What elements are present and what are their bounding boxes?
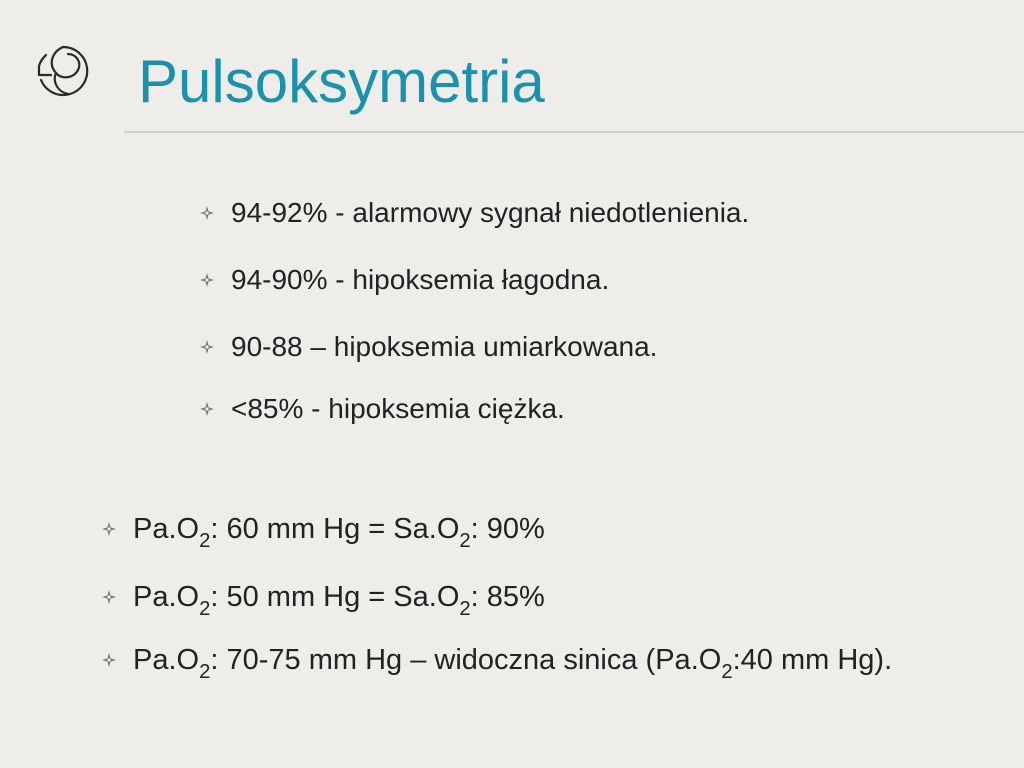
four-petal-flower-icon (99, 577, 119, 617)
bullet-item (231, 260, 609, 300)
bullet-item (231, 193, 749, 233)
four-petal-flower-icon (197, 193, 217, 233)
bullet-item (133, 577, 545, 620)
bullet-item (133, 640, 892, 683)
bullet-item (231, 389, 565, 429)
four-petal-flower-icon (197, 260, 217, 300)
bullet-text: 94-92% - alarmowy sygnał niedotlenienia. (231, 197, 750, 228)
bullet-text: 90-88 – hipoksemia umiarkowana. (231, 331, 658, 362)
bullet-text: 94-90% - hipoksemia łagodna. (231, 264, 610, 295)
four-petal-flower-icon (197, 389, 217, 429)
bullet-text: $Pa.O_2$: 70-75 mm Hg – widoczna sinica ($Pa.O_2:40$ mm Hg). (133, 644, 893, 684)
four-petal-flower-icon (99, 509, 119, 549)
bullet-item (231, 327, 657, 367)
bullet-item (133, 509, 545, 552)
title-divider (124, 131, 1024, 133)
four-petal-flower-icon (197, 327, 217, 367)
four-petal-flower-icon (99, 640, 119, 680)
swirl-logo-icon (34, 42, 92, 100)
bullet-text: $Pa.O_2$: 60 mm $Hg = Sa.O_2$: 90% (133, 513, 545, 553)
bullet-text: $Pa.O_2$: 50 mm $Hg = Sa.O_2$: 85% (133, 581, 545, 621)
slide-title: Pulsoksymetria (138, 48, 545, 115)
bullet-text: <85% - hipoksemia ciężka. (231, 393, 565, 424)
